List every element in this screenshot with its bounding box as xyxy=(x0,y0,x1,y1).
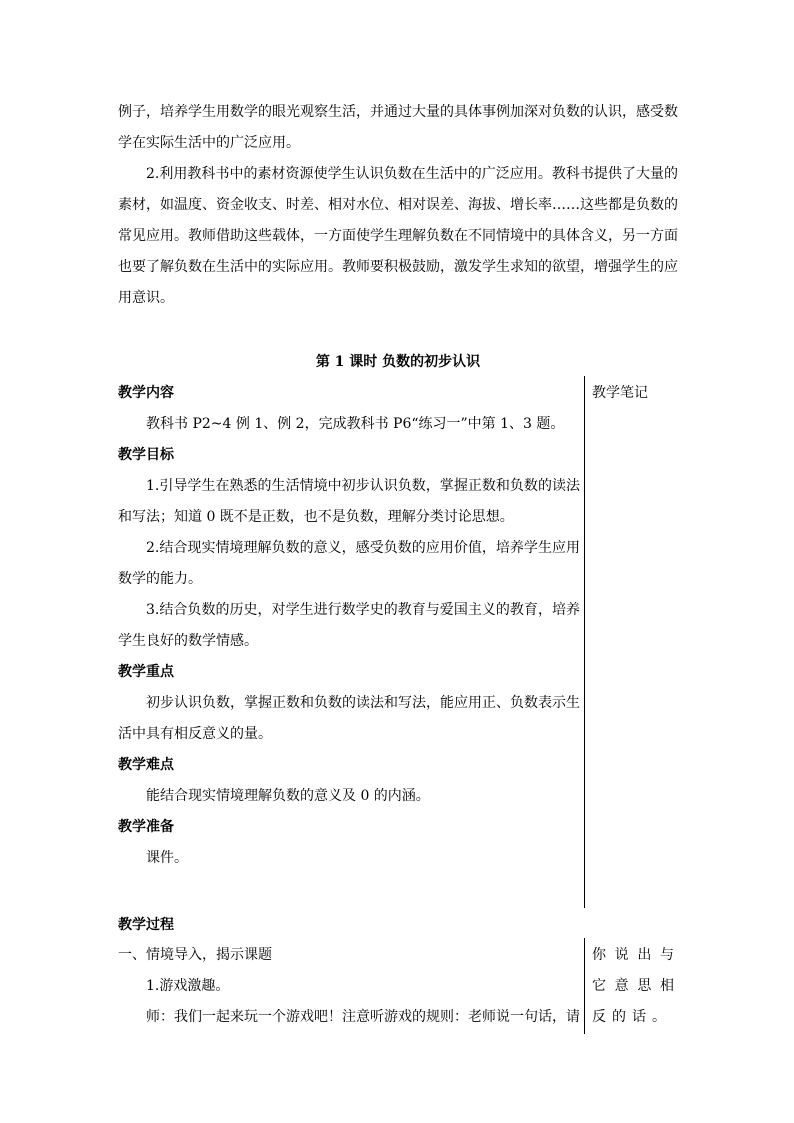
goal-item-1: 1.引导学生在熟悉的生活情境中初步认识负数，掌握正数和负数的读法和写法；知道 0 既不是正数，也不是负数，理解分类讨论思想。 xyxy=(118,478,580,525)
intro-paragraph-1-line-2: 学在实际生活中的广泛应用。 xyxy=(118,135,300,151)
goal-item-2: 2.结合现实情境理解负数的意义，感受负数的应用价值，培养学生应用数学的能力。 xyxy=(118,540,580,587)
process-section xyxy=(118,940,580,1033)
goal-item-3: 3.结合负数的历史，对学生进行数学史的教育与爱国主义的教育，培养学生良好的数学情感。 xyxy=(118,602,580,649)
intro-section xyxy=(118,97,678,314)
intro-paragraph-1-line-1: 例子，培养学生用数学的眼光观察生活，并通过大量的具体事例加深对负数的认识，感受数 xyxy=(118,104,678,120)
teaching-notes-label: 教学笔记 xyxy=(592,385,648,401)
intro-paragraph-2: 2.利用教科书中的素材资源使学生认识负数在生活中的广泛应用。教科书提供了大量的素材，如温度、资金收支、时差、相对水位、相对误差、海拔、增长率……这些都是负数的常见应用。教师借助这些载体，一方面使学生理解负数在不同情境中的具体含义，另一方面也要了解负数在生活中的实际应用。教师要积极鼓励，激发学生求知的欲望，增强学生的应用意识。 xyxy=(118,166,678,306)
key-points-text: 初步认识负数，掌握正数和负数的读法和写法，能应用正、负数表示生活中具有相反意义的量。 xyxy=(118,695,580,742)
notes-divider-line xyxy=(584,376,585,908)
lesson-overview xyxy=(118,378,580,874)
difficulty-text: 能结合现实情境理解负数的意义及 0 的内涵。 xyxy=(146,788,430,804)
preparation-text: 课件。 xyxy=(146,850,188,866)
teacher-dialogue: 师：我们一起来玩一个游戏吧！注意听游戏的规则：老师说一句话，请 xyxy=(146,1009,580,1025)
key-points-heading: 教学重点 xyxy=(118,664,174,680)
process-heading: 教学过程 xyxy=(118,917,174,933)
process-step-1: 1.游戏激趣。 xyxy=(146,978,230,994)
difficulty-heading: 教学难点 xyxy=(118,757,174,773)
lesson-title: 第 1 课时 负数的初步认识 xyxy=(315,354,481,370)
process-side-note: 你说出与它意思相反的话。 xyxy=(592,947,680,1025)
process-divider-line xyxy=(584,938,585,1034)
content-text: 教科书 P2~4 例 1、例 2，完成教科书 P6“练习一”中第 1、3 题。 xyxy=(146,416,565,432)
process-section-1: 一、情境导入，揭示课题 xyxy=(118,947,272,963)
content-heading: 教学内容 xyxy=(118,385,174,401)
goals-heading: 教学目标 xyxy=(118,447,174,463)
preparation-heading: 教学准备 xyxy=(118,819,174,835)
